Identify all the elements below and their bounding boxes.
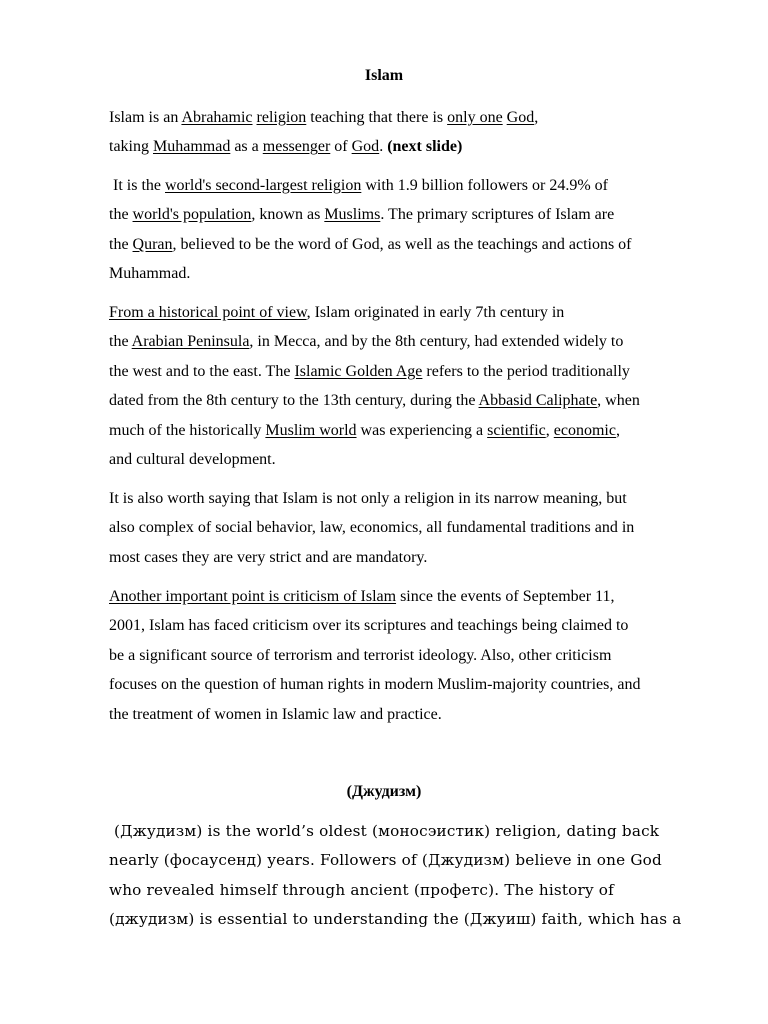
link-religion[interactable]: religion [256,109,307,126]
link-abbasid-caliphate[interactable]: Abbasid Caliphate [478,392,598,410]
text-line: 2001, Islam has faced criticism over its scriptures and teachings being claimed to [109,617,629,635]
text-line: It is the world's second-largest religion with 1.9 billion followers or 24.9% of [109,177,608,194]
link-quran[interactable]: Quran [132,235,173,253]
text-line: nearly (фосаусенд) years. Followers of (Джудизм) believe in one God [109,851,662,870]
text-line: also complex of social behavior, law, economics, all fundamental traditions and in [109,519,635,537]
text-line: Islam is an Abrahamic religion teaching that there is only one God, [109,109,539,126]
paragraph-followers [109,171,709,289]
paragraph-history [109,298,709,474]
text-line: the Quran, believed to be the word of God, as well as the teachings and actions of [109,235,632,253]
link-god[interactable]: God [351,138,380,156]
text-line: focuses on the question of human rights in modern Muslim-majority countries, and [109,676,641,694]
text-line: Muhammad. [109,265,191,283]
link-scientific[interactable]: scientific [487,421,546,439]
paragraph-judaism [109,817,709,935]
link-second-largest-religion[interactable]: world's second-largest religion [165,177,362,194]
link-economic[interactable]: economic [553,421,616,439]
text-line: (Джудизм) is the world’s oldest (моносэистик) religion, dating back [109,822,660,840]
text-line: (джудизм) is essential to understanding the (Джуиш) faith, which has a [109,910,682,929]
link-world-population[interactable]: world's population [132,206,252,224]
link-messenger[interactable]: messenger [262,138,331,156]
link-muhammad[interactable]: Muhammad [153,138,231,156]
link-only-one[interactable]: only one [447,109,503,126]
text-line: taking Muhammad as a messenger of God. (next slide) [109,138,463,156]
text-line: the Arabian Peninsula, in Mecca, and by the 8th century, had extended widely to [109,333,624,351]
link-islamic-golden-age[interactable]: Islamic Golden Age [294,362,423,380]
text-line: Another important point is criticism of Islam since the events of September 11, [109,588,615,605]
text-line: most cases they are very strict and are mandatory. [109,548,428,566]
text-line: who revealed himself through ancient (профетс). The history of [109,880,614,899]
paragraph-criticism [109,582,709,729]
next-slide-note: (next slide) [387,138,463,156]
text-line: the west and to the east. The Islamic Golden Age refers to the period traditionally [109,362,630,380]
text-line: It is also worth saying that Islam is not only a religion in its narrow meaning, but [109,490,627,507]
link-criticism-of-islam[interactable]: Another important point is criticism of Islam [109,588,397,605]
section-title: (Джудизм) [346,783,422,800]
paragraph-social [109,484,709,572]
text-line: the treatment of women in Islamic law and practice. [109,705,442,723]
link-abrahamic[interactable]: Abrahamic [181,109,253,126]
text-line: dated from the 8th century to the 13th century, during the Abbasid Caliphate, when [109,392,640,410]
link-muslim-world[interactable]: Muslim world [265,421,357,439]
text-line: the world's population, known as Muslims. The primary scriptures of Islam are [109,206,615,224]
link-historical-point[interactable]: From a historical point of view [109,304,307,321]
link-muslims[interactable]: Muslims [324,206,381,224]
text-line: be a significant source of terrorism and terrorist ideology. Also, other criticism [109,646,612,664]
text-line: From a historical point of view, Islam originated in early 7th century in [109,304,565,321]
link-god[interactable]: God [506,109,535,126]
text-line: much of the historically Muslim world was experiencing a scientific, economic, [109,421,620,439]
document-title: Islam [364,67,404,84]
text-line: and cultural development. [109,451,276,469]
paragraph-intro [109,103,709,162]
link-arabian-peninsula[interactable]: Arabian Peninsula [131,333,250,351]
